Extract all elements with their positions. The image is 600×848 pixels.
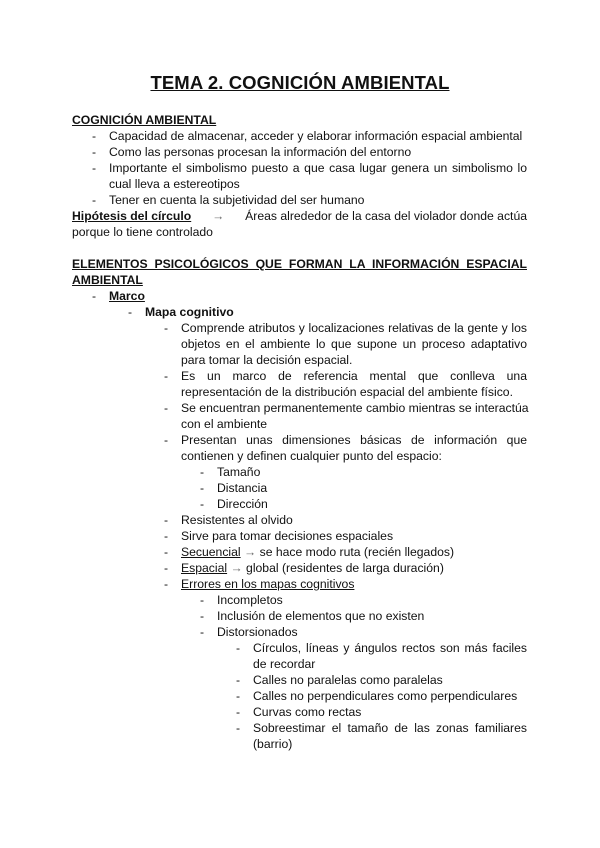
bullet-dash: - (164, 401, 169, 415)
list-item: Curvas como rectas (253, 705, 362, 719)
list-item-continuation: de recordar (253, 657, 316, 671)
bullet-dash: - (236, 673, 241, 687)
bullet-dash: - (92, 145, 97, 159)
list-item-continuation: representación de la distribución espacial del ambiente físico. (181, 385, 513, 399)
list-item-continuation: (barrio) (253, 737, 293, 751)
list-item: Presentan unas dimensiones básicas de información que (181, 433, 527, 447)
list-item-continuation: objetos en el ambiente lo que supone un proceso adaptativo (181, 337, 527, 351)
term-espacial: Espacial (181, 561, 228, 575)
bullet-dash: - (200, 609, 205, 623)
section-heading-elementos: ELEMENTOS PSICOLÓGICOS QUE FORMAN LA INFORMACIÓN ESPACIAL (72, 257, 527, 271)
list-item: Calles no paralelas como paralelas (253, 673, 443, 687)
section-heading-elementos-cont: AMBIENTAL (72, 273, 143, 287)
list-item: Círculos, líneas y ángulos rectos son más faciles (253, 641, 527, 655)
list-item-continuation: contienen y definen cualquier punto del espacio: (181, 449, 442, 463)
term-secuencial: Secuencial (181, 545, 241, 559)
definition-espacial: global (residentes de larga duración) (246, 561, 444, 575)
list-item: Tener en cuenta la subjetividad del ser humano (109, 193, 365, 207)
hypothesis-text: Áreas alrededor de la casa del violador donde actúa (245, 209, 527, 223)
list-item: Distorsionados (217, 625, 298, 639)
arrow-icon: → (212, 209, 225, 223)
list-item: Tamaño (217, 465, 261, 479)
bullet-dash: - (164, 577, 169, 591)
list-item: Sobreestimar el tamaño de las zonas familiares (253, 721, 527, 735)
bullet-dash: - (164, 433, 169, 447)
bullet-dash: - (236, 641, 241, 655)
list-item: Sirve para tomar decisiones espaciales (181, 529, 394, 543)
list-item: Importante el simbolismo puesto a que casa lugar genera un simbolismo lo (109, 161, 527, 175)
bullet-dash: - (164, 321, 169, 335)
list-item: Es un marco de referencia mental que conlleva una (181, 369, 527, 383)
list-item (181, 544, 454, 560)
list-item: Calles no perpendiculares como perpendiculares (253, 689, 518, 703)
list-item-continuation: para tomar la decisión espacial. (181, 353, 353, 367)
bullet-dash: - (164, 513, 169, 527)
arrow-icon: → (244, 545, 257, 559)
bullet-dash: - (164, 529, 169, 543)
bullet-dash: - (200, 593, 205, 607)
list-item: Dirección (217, 497, 268, 511)
list-item-continuation: con el ambiente (181, 417, 268, 431)
bullet-dash: - (164, 369, 169, 383)
hypothesis-term: Hipótesis del círculo (72, 209, 192, 223)
list-item: Distancia (217, 481, 268, 495)
bullet-dash: - (236, 721, 241, 735)
document-title: TEMA 2. COGNICIÓN AMBIENTAL (150, 72, 450, 93)
subheading-marco: Marco (109, 289, 145, 303)
arrow-icon: → (230, 561, 243, 575)
bullet-dash: - (92, 193, 97, 207)
bullet-dash: - (92, 129, 97, 143)
bullet-dash: - (164, 561, 169, 575)
bullet-dash: - (92, 289, 97, 303)
bullet-dash: - (236, 689, 241, 703)
list-item: Resistentes al olvido (181, 513, 293, 527)
hypothesis-text-continuation: porque lo tiene controlado (72, 225, 213, 239)
bullet-dash: - (236, 705, 241, 719)
list-item: Inclusión de elementos que no existen (217, 609, 425, 623)
bullet-dash: - (92, 161, 97, 175)
bullet-dash: - (128, 305, 133, 319)
bullet-dash: - (164, 545, 169, 559)
list-item: Comprende atributos y localizaciones relativas de la gente y los (181, 321, 527, 335)
bullet-dash: - (200, 481, 205, 495)
bullet-dash: - (200, 497, 205, 511)
list-item-errores: Errores en los mapas cognitivos (181, 577, 355, 591)
list-item-continuation: cual lleva a estereotipos (109, 177, 240, 191)
list-item: Incompletos (217, 593, 283, 607)
list-item: Capacidad de almacenar, acceder y elaborar información espacial ambiental (109, 129, 523, 143)
list-item: Se encuentran permanentemente cambio mientras se interactúa (181, 401, 529, 415)
section-heading-cognicion: COGNICIÓN AMBIENTAL (72, 113, 217, 127)
hypothesis-line (72, 208, 527, 224)
list-item: Como las personas procesan la información del entorno (109, 145, 412, 159)
bullet-dash: - (200, 465, 205, 479)
list-item (181, 560, 444, 576)
definition-secuencial: se hace modo ruta (recién llegados) (259, 545, 455, 559)
bullet-dash: - (200, 625, 205, 639)
subheading-mapa-cognitivo: Mapa cognitivo (145, 305, 234, 319)
